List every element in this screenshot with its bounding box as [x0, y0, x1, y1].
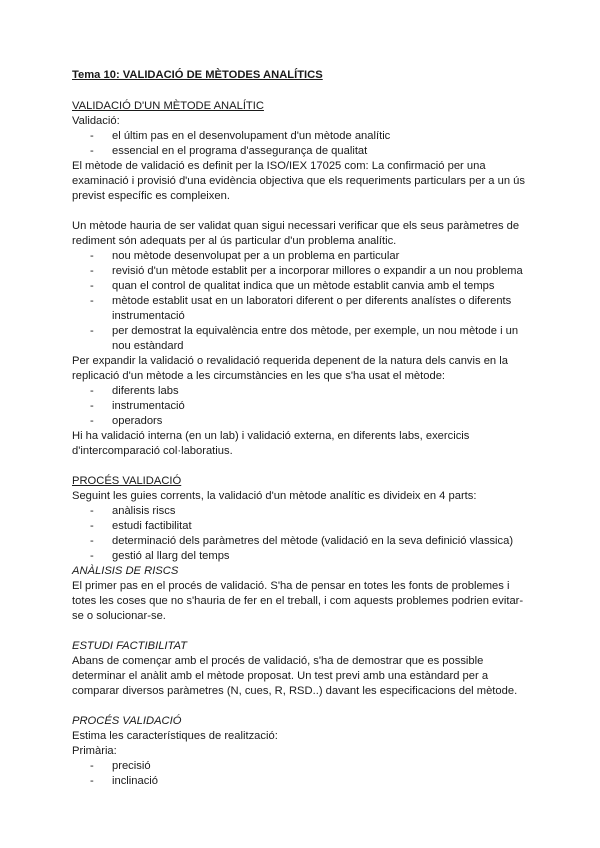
realitzacio-paragraph: Estima les característiques de realització:	[72, 730, 278, 742]
when-validate-list	[72, 249, 532, 354]
list-item: - el últim pas en el desenvolupament d'un mètode analític	[90, 129, 532, 144]
list-item: - quan el control de qualitat indica que un mètode establit canvia amb el temps	[90, 279, 532, 294]
validacio-bullet-list	[72, 129, 532, 159]
section-heading-proces: PROCÉS VALIDACIÓ	[72, 475, 182, 487]
proces-parts-list	[72, 504, 532, 564]
section-heading-riscs: ANÀLISIS DE RISCS	[72, 565, 179, 577]
proces-intro-paragraph: Seguint les guies corrents, la validació d'un mètode analític es divideix en 4 parts:	[72, 490, 477, 502]
list-item: - nou mètode desenvolupat per a un problema en particular	[90, 249, 532, 264]
definition-paragraph: El mètode de validació es definit per la ISO/IEX 17025 com: La confirmació per una examinació i provisió d'una evidència objectiva que els requeriments particulars per a un ús previst específic es compleixen.	[72, 160, 525, 202]
list-item: - diferents labs	[90, 384, 532, 399]
primaria-label: Primària:	[72, 745, 117, 757]
list-item: - estudi factibilitat	[90, 519, 532, 534]
internal-external-paragraph: Hi ha validació interna (en un lab) i validació externa, en diferents labs, exercicis d'intercomparació col·laboratius.	[72, 430, 470, 457]
list-item: - mètode establit usat en un laboratori diferent o per diferents analístes o diferents instrumentació	[90, 294, 532, 324]
list-item: - essencial en el programa d'assegurança de qualitat	[90, 144, 532, 159]
primaria-list	[72, 759, 532, 789]
section-heading-factibilitat: ESTUDI FACTIBILITAT	[72, 640, 187, 652]
list-item: - instrumentació	[90, 399, 532, 414]
list-item: - inclinació	[90, 774, 532, 789]
riscs-paragraph: El primer pas en el procés de validació. S'ha de pensar en totes les fonts de problemes i totes les coses que no s'hauria de fer en el treball, i com aquests problemes podrien evitar-se o solucionar-se.	[72, 580, 524, 622]
factibilitat-paragraph: Abans de començar amb el procés de validació, s'ha de demostrar que es possible determinar el anàlit amb el mètode proposat. Un test previ amb una estàndard per a comparar diversos paràmetres (N, cues, R, RSD..) davant les especificacions del mètode.	[72, 655, 518, 697]
section-heading-validacio: VALIDACIÓ D'UN MÈTODE ANALÍTIC	[72, 100, 264, 112]
validacio-label: Validació:	[72, 115, 120, 127]
document-title: Tema 10: VALIDACIÓ DE MÈTODES ANALÍTICS	[72, 69, 323, 81]
revalidation-list	[72, 384, 532, 429]
list-item: - anàlisis riscs	[90, 504, 532, 519]
list-item: - determinació dels paràmetres del mètode (validació en la seva definició vlassica)	[90, 534, 532, 549]
list-item: - precisió	[90, 759, 532, 774]
when-validate-paragraph: Un mètode hauria de ser validat quan sigui necessari verificar que els seus paràmetres de rediment són adequats per al ús particular d'un problema analític.	[72, 220, 520, 247]
list-item: - operadors	[90, 414, 532, 429]
section-heading-proces-validacio: PROCÉS VALIDACIÓ	[72, 715, 182, 727]
revalidation-paragraph: Per expandir la validació o revalidació requerida depenent de la natura dels canvis en la replicació d'un mètode a les circumstàncies en les que s'ha usat el mètode:	[72, 355, 508, 382]
list-item: - gestió al llarg del temps	[90, 549, 532, 564]
list-item: - per demostrat la equivalència entre dos mètode, per exemple, un nou mètode i un nou estàndard	[90, 324, 532, 354]
document-page	[72, 68, 532, 789]
list-item: - revisió d'un mètode establit per a incorporar millores o expandir a un nou problema	[90, 264, 532, 279]
